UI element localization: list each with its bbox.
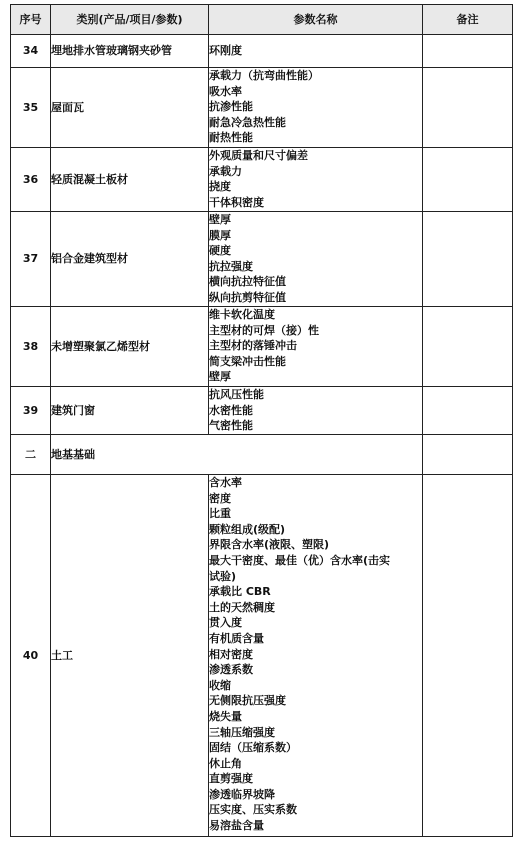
row-remarks <box>423 212 513 307</box>
row-category: 埋地排水管玻璃钢夹砂管 <box>51 35 209 68</box>
param-item: 有机质含量 <box>209 631 264 645</box>
param-item: 主型材的可焊（接）性 <box>209 323 319 337</box>
param-item: 气密性能 <box>209 419 253 433</box>
param-item: 土的天然稠度 <box>209 600 275 614</box>
param-item: 最大干密度、最佳（优）含水率(击实 <box>209 553 391 567</box>
param-item: 烧失量 <box>209 709 242 723</box>
param-item: 壁厚 <box>209 213 231 226</box>
param-item: 膜厚 <box>209 228 231 242</box>
row-category: 土工 <box>51 475 209 837</box>
row-no: 39 <box>11 387 51 435</box>
param-item: 环刚度 <box>209 44 242 58</box>
table-row <box>11 68 513 148</box>
param-item: 相对密度 <box>209 647 253 661</box>
row-params <box>209 212 423 307</box>
row-category: 未增塑聚氯乙烯型材 <box>51 307 209 387</box>
row-remarks <box>423 148 513 212</box>
param-item: 直剪强度 <box>209 772 253 786</box>
param-item: 主型材的落锤冲击 <box>209 339 297 353</box>
table-row <box>11 148 513 212</box>
param-item: 挠度 <box>209 180 231 194</box>
param-item: 易溶盐含量 <box>209 819 264 833</box>
param-item: 收缩 <box>209 678 231 692</box>
row-category: 轻质混凝土板材 <box>51 148 209 212</box>
row-category: 建筑门窗 <box>51 387 209 435</box>
parameter-table <box>10 4 513 837</box>
param-item: 含水率 <box>209 476 242 489</box>
row-no: 40 <box>11 475 51 837</box>
param-item: 固结（压缩系数） <box>209 741 297 755</box>
param-item: 承载力 <box>209 164 242 178</box>
param-item: 比重 <box>209 507 231 521</box>
table-row <box>11 475 513 837</box>
param-item: 密度 <box>209 491 231 505</box>
section-no: 二 <box>11 435 51 475</box>
param-item: 界限含水率(液限、塑限) <box>209 538 330 552</box>
table-row <box>11 35 513 68</box>
header-no: 序号 <box>11 5 51 35</box>
row-no: 34 <box>11 35 51 68</box>
param-item: 三轴压缩强度 <box>209 725 275 739</box>
row-params <box>209 68 423 148</box>
header-remarks: 备注 <box>423 5 513 35</box>
row-params <box>209 387 423 435</box>
row-params <box>209 148 423 212</box>
row-remarks <box>423 68 513 148</box>
param-item: 横向抗拉特征值 <box>209 275 286 289</box>
param-item: 耐急冷急热性能 <box>209 115 286 129</box>
row-remarks <box>423 35 513 68</box>
param-item: 休止角 <box>209 756 242 770</box>
param-item: 吸水率 <box>209 84 242 98</box>
param-item: 抗渗性能 <box>209 100 253 114</box>
param-item: 渗透临界坡降 <box>209 787 275 801</box>
row-params <box>209 307 423 387</box>
param-item: 贯入度 <box>209 616 242 630</box>
param-item: 简支梁冲击性能 <box>209 354 286 368</box>
param-item: 外观质量和尺寸偏差 <box>209 149 308 162</box>
row-no: 35 <box>11 68 51 148</box>
row-no: 36 <box>11 148 51 212</box>
param-item: 纵向抗剪特征值 <box>209 290 286 304</box>
param-item: 压实度、压实系数 <box>209 803 297 817</box>
param-item: 承载力（抗弯曲性能） <box>209 69 319 82</box>
param-item: 抗风压性能 <box>209 388 264 401</box>
section-row <box>11 435 513 475</box>
param-item: 颗粒组成(级配) <box>209 522 286 536</box>
param-item: 壁厚 <box>209 370 231 384</box>
param-item: 耐热性能 <box>209 131 253 145</box>
param-item: 试验) <box>209 569 237 583</box>
section-title: 地基基础 <box>51 435 423 475</box>
section-remarks <box>423 435 513 475</box>
param-item: 硬度 <box>209 244 231 258</box>
param-item: 维卡软化温度 <box>209 308 275 321</box>
table-row <box>11 212 513 307</box>
table-row <box>11 307 513 387</box>
row-remarks <box>423 475 513 837</box>
param-item: 承载比 CBR <box>209 585 271 599</box>
row-params <box>209 475 423 837</box>
row-remarks <box>423 307 513 387</box>
row-params <box>209 35 423 68</box>
header-category: 类别(产品/项目/参数) <box>51 5 209 35</box>
row-category: 屋面瓦 <box>51 68 209 148</box>
row-remarks <box>423 387 513 435</box>
row-category: 铝合金建筑型材 <box>51 212 209 307</box>
header-row <box>11 5 513 35</box>
param-item: 抗拉强度 <box>209 259 253 273</box>
row-no: 38 <box>11 307 51 387</box>
param-item: 渗透系数 <box>209 663 253 677</box>
param-item: 干体积密度 <box>209 195 264 209</box>
table-row <box>11 387 513 435</box>
header-params: 参数名称 <box>209 5 423 35</box>
row-no: 37 <box>11 212 51 307</box>
param-item: 无侧限抗压强度 <box>209 694 286 708</box>
param-item: 水密性能 <box>209 403 253 417</box>
